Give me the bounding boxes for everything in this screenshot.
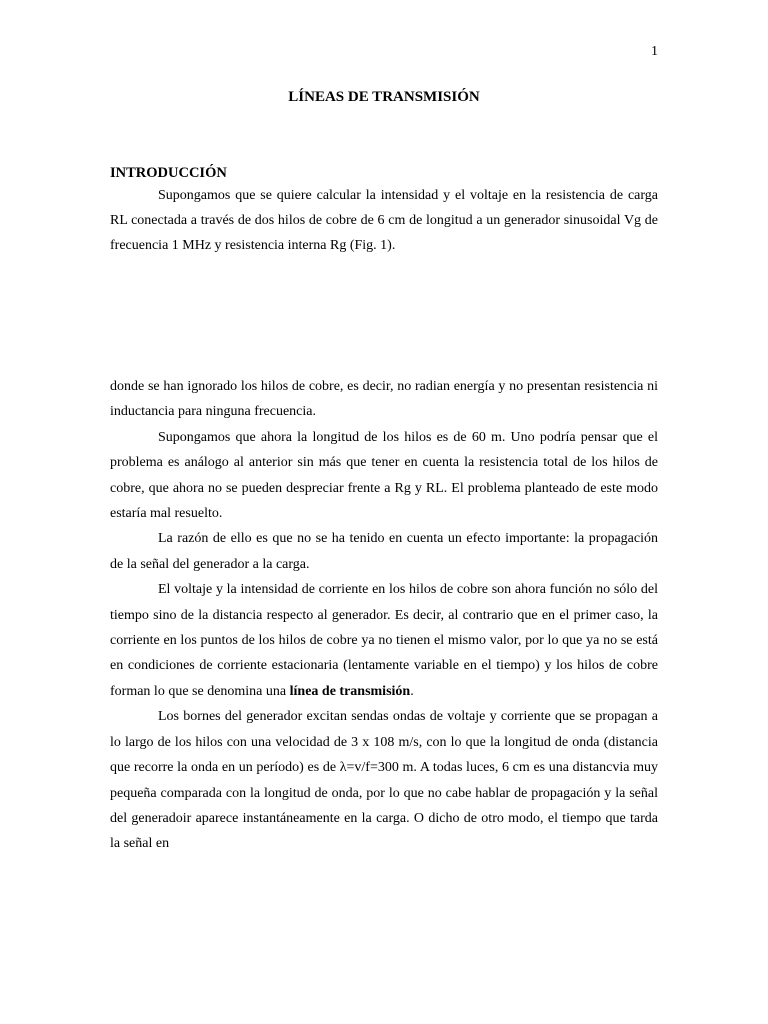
page-number: 1 [651,44,658,59]
term-transmission-line: línea de transmisión [289,683,411,699]
document-body [110,163,658,857]
figure-placeholder [110,258,658,374]
paragraph-longer-wires: Supongamos que ahora la longitud de los hilos es de 60 m. Uno podría pensar que el problema es análogo al anterior sin más que tener en cuenta la resistencia total de los hilos de cobre, que ahora no se pueden despreciar frente a Rg y RL. El problema planteado de este modo estaría mal resuelto. [110,429,658,522]
paragraph-transmission-line [110,577,658,704]
document-title: LÍNEAS DE TRANSMISIÓN [288,89,480,105]
paragraph-reason: La razón de ello es que no se ha tenido en cuenta un efecto importante: la propagación de la señal del generador a la carga. [110,531,658,572]
paragraph-intro: Supongamos que se quiere calcular la intensidad y el voltaje en la resistencia de carga RL conectada a través de dos hilos de cobre de 6 cm de longitud a un generador sinusoidal Vg de frecuencia 1 MHz y resistencia interna Rg (Fig. 1). [110,188,658,253]
paragraph-figure-caption-continuation: donde se han ignorado los hilos de cobre, es decir, no radian energía y no presentan resistencia ni inductancia para ninguna frecuencia. [110,379,658,420]
paragraph-propagation: Los bornes del generador excitan sendas ondas de voltaje y corriente que se propagan a lo largo de los hilos con una velocidad de 3 x 108 m/s, con lo que la longitud de onda (distancia que recorre la onda en un período) es de λ=v/f=300 m. A todas luces, 6 cm es una distancvia muy pequeña comparada con la longitud de onda, por lo que no cabe hablar de propagación y la señal del generadoir aparece instantáneamente en la carga. O dicho de otro modo, el tiempo que tarda la señal en [110,709,658,852]
paragraph-text: El voltaje y la intensidad de corriente en los hilos de cobre son ahora función no sólo del tiempo sino de la distancia respecto al generador. Es decir, al contrario que en el primer caso, la corriente en los puntos de los hilos de cobre ya no tienen el mismo valor, por lo que ya no se está en condiciones de corriente estacionaria (lentamente variable en el tiempo) y los hilos de cobre forman lo que se denomina una [110,582,658,699]
paragraph-text-end: . [410,683,414,699]
section-heading: INTRODUCCIÓN [110,165,227,181]
